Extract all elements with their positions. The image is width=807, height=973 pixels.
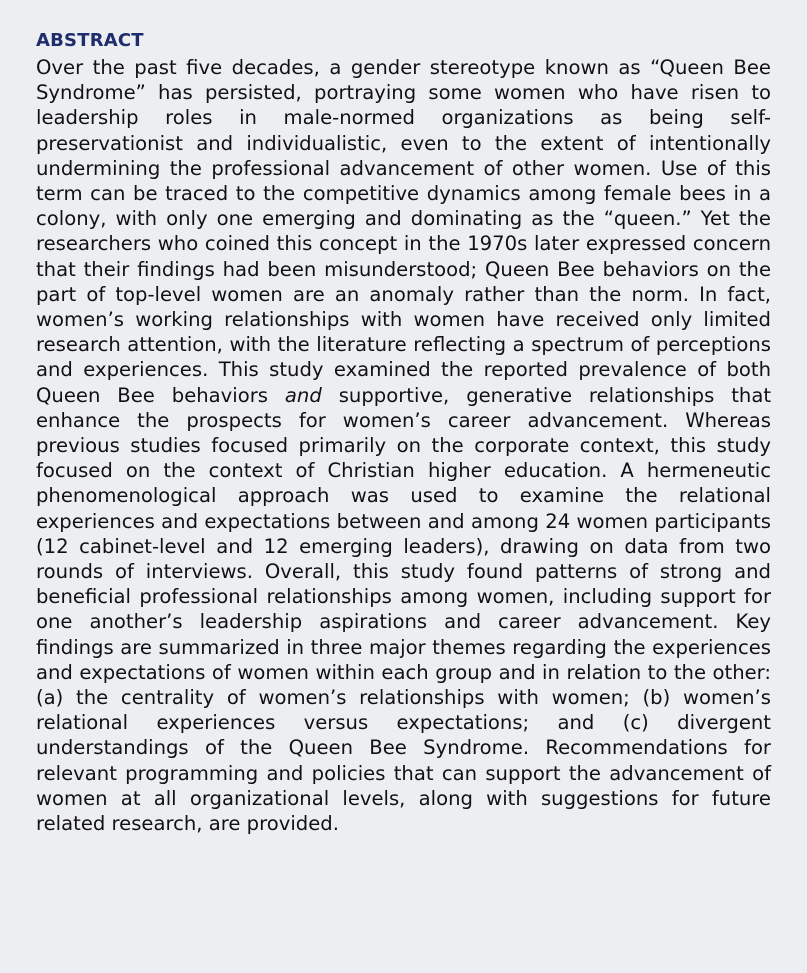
abstract-text-part-1: Over the past five decades, a gender stereotype known as “Queen Bee Syndrome” has persisted, portraying some women who have risen to leadership roles in male-normed organizations as being self-preservationist and individualistic, even to the extent of intentionally undermining the professional advancement of other women. Use of this term can be traced to the competitive dynamics among female bees in a colony, with only one emerging and dominating as the “queen.” Yet the researchers who coined this concept in the 1970s later expressed concern that their findings had been misunderstood; Queen Bee behaviors on the part of top-level women are an anomaly rather than the norm. In fact, women’s working relationships with women have received only limited research attention, with the literature reflecting a spectrum of perceptions and experiences. This study examined the reported prevalence of both Queen Bee behaviors — [36, 56, 771, 407]
abstract-heading: ABSTRACT — [36, 30, 144, 51]
abstract-body — [36, 55, 771, 836]
abstract-emphasis: and — [284, 383, 322, 407]
abstract-text-part-2: supportive, generative relationships that enhance the prospects for women’s career advancement. Whereas previous studies focused primarily on the corporate context, this study focused on the context of Christian higher education. A hermeneutic phenomenological approach was used to examine the relational experiences and expectations between and among 24 women participants (12 cabinet-level and 12 emerging leaders), drawing on data from two rounds of interviews. Overall, this study found patterns of strong and beneficial professional relationships among women, including support for one another’s leadership aspirations and career advancement. Key findings are summarized in three major themes regarding the experiences and expectations of women within each group and in relation to the other: (a) the centrality of women’s relationships with women; (b) women’s relational experiences versus expectations; and (c) divergent understandings of the Queen Bee Syndrome. Recommendations for relevant programming and policies that can support the advancement of women at all organizational levels, along with suggestions for future related research, are provided. — [36, 383, 772, 836]
